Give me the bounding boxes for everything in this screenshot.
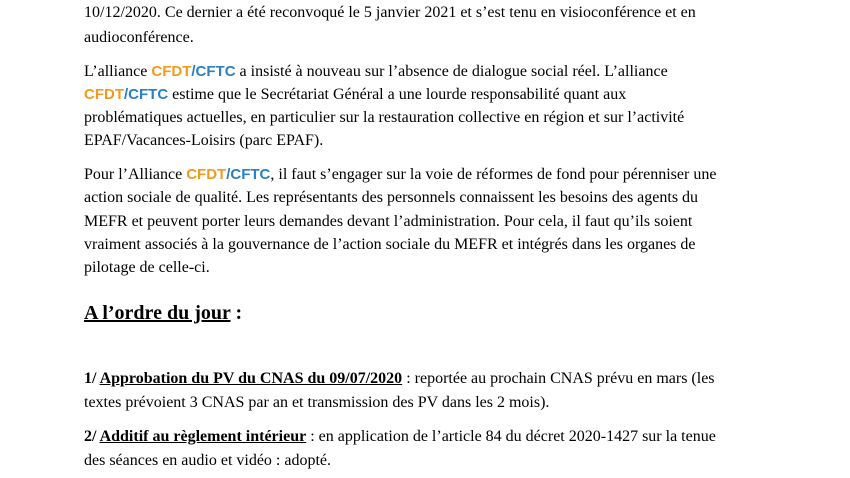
agenda-item-1-title: Approbation du PV du CNAS du 09/07/2020 — [99, 370, 403, 387]
agenda-item-2-text: : en application de l’article 84 du décret 2020-1427 sur la tenue — [306, 428, 716, 445]
paragraph-3-line-1 — [84, 165, 716, 185]
brand-cftc: CFTC — [230, 166, 271, 183]
paragraph-2-line-1 — [84, 62, 668, 82]
brand-cfdt-cftc — [84, 86, 168, 103]
brand-cfdt: CFDT — [186, 166, 227, 183]
brand-slash: / — [191, 63, 196, 80]
paragraph-3-line-2: action sociale de qualité. Les représentants des personnels connaissent les besoins des agents du — [84, 189, 699, 206]
agenda-item-1-text: : reportée au prochain CNAS prévu en mars (les — [402, 370, 715, 387]
text-segment: L’alliance — [84, 63, 152, 80]
agenda-heading — [84, 302, 242, 325]
brand-slash: / — [124, 86, 129, 103]
paragraph-1-line-2: audioconférence. — [84, 29, 194, 46]
agenda-item-1-number: 1/ — [84, 370, 100, 387]
agenda-heading-text: A l’ordre du jour — [84, 302, 231, 324]
paragraph-1-line-1: 10/12/2020. Ce dernier a été reconvoqué le 5 janvier 2021 et s’est tenu en visioconférence et en — [84, 4, 696, 21]
brand-cfdt: CFDT — [151, 63, 192, 80]
paragraph-3-line-4: vraiment associés à la gouvernance de l’action sociale du MEFR et intégrés dans les organes de — [84, 236, 696, 253]
agenda-item-2-title: Additif au règlement intérieur — [99, 428, 307, 445]
agenda-item-2-line-1 — [84, 427, 716, 447]
brand-cftc: CFTC — [128, 86, 169, 103]
agenda-heading-suffix: : — [230, 302, 243, 324]
agenda-item-2-line-2: des séances en audio et vidéo : adopté. — [84, 452, 332, 469]
paragraph-3-line-3: MEFR et peuvent porter leurs demandes devant l’administration. Pour cela, il faut qu’ils soient — [84, 213, 693, 230]
paragraph-2-line-2 — [84, 85, 626, 105]
text-segment: , il faut s’engager sur la voie de réformes de fond pour pérenniser une — [270, 166, 717, 183]
paragraph-3-line-5: pilotage de celle-ci. — [84, 259, 210, 276]
agenda-item-1-line-1 — [84, 369, 715, 389]
text-segment: estime que le Secrétariat Général a une lourde responsabilité quant aux — [168, 86, 627, 103]
text-segment: a insisté à nouveau sur l’absence de dialogue social réel. L’alliance — [235, 63, 668, 80]
text-segment: Pour l’Alliance — [84, 166, 187, 183]
brand-cfdt: CFDT — [84, 86, 124, 103]
paragraph-2-line-3: problématiques actuelles, en particulier sur la restauration collective en région et sur l’activité — [84, 109, 685, 126]
agenda-item-1-line-2: textes prévoient 3 CNAS par an et transmission des PV dans les 2 mois). — [84, 394, 550, 411]
paragraph-2-line-4: EPAF/Vacances-Loisirs (parc EPAF). — [84, 132, 324, 149]
brand-cfdt-cftc — [186, 166, 270, 183]
brand-cftc: CFTC — [195, 63, 236, 80]
brand-cfdt-cftc — [151, 63, 235, 80]
brand-slash: / — [226, 166, 231, 183]
agenda-item-2-number: 2/ — [84, 428, 100, 445]
